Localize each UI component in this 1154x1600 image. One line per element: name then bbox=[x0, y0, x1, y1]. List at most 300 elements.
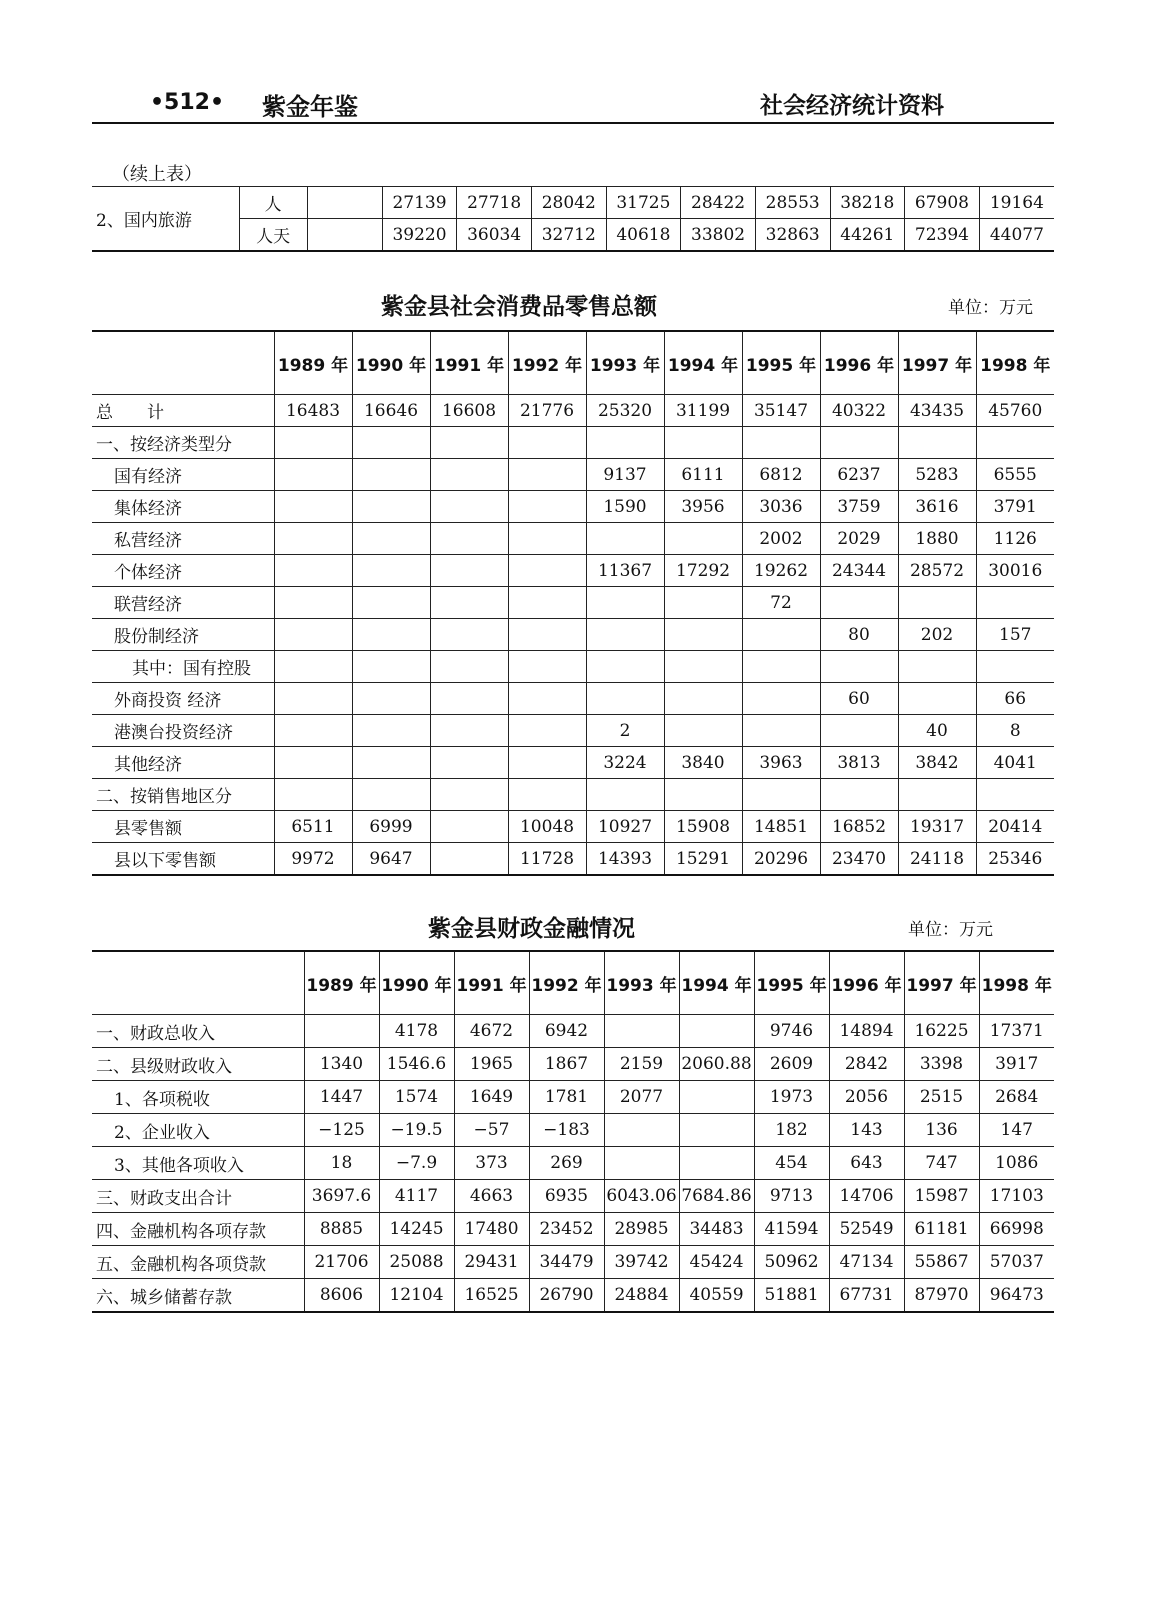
value-cell: 4672 bbox=[454, 1015, 529, 1048]
value-cell: 35147 bbox=[742, 395, 820, 427]
value-cell bbox=[352, 459, 430, 491]
value-cell: 39220 bbox=[382, 219, 457, 252]
value-cell: 1781 bbox=[529, 1081, 604, 1114]
value-cell bbox=[274, 779, 352, 811]
value-cell: 3616 bbox=[898, 491, 976, 523]
table-row bbox=[92, 811, 1054, 843]
value-cell: 51881 bbox=[754, 1279, 829, 1313]
value-cell: 14245 bbox=[379, 1213, 454, 1246]
year-header: 1990 年 bbox=[352, 331, 430, 395]
value-cell bbox=[664, 779, 742, 811]
row-label: 2、国内旅游 bbox=[92, 187, 239, 252]
value-cell bbox=[430, 491, 508, 523]
value-cell bbox=[820, 587, 898, 619]
value-cell: 17292 bbox=[664, 555, 742, 587]
empty-cell bbox=[307, 219, 382, 252]
value-cell bbox=[430, 555, 508, 587]
value-cell: 136 bbox=[904, 1114, 979, 1147]
value-cell: 6555 bbox=[976, 459, 1054, 491]
row-label: 二、县级财政收入 bbox=[92, 1048, 304, 1081]
continued-note: （续上表） bbox=[112, 164, 202, 185]
value-cell bbox=[976, 779, 1054, 811]
value-cell bbox=[508, 427, 586, 459]
value-cell: 17480 bbox=[454, 1213, 529, 1246]
value-cell bbox=[976, 587, 1054, 619]
table-row bbox=[92, 651, 1054, 683]
value-cell: 34479 bbox=[529, 1246, 604, 1279]
value-cell: 5283 bbox=[898, 459, 976, 491]
row-label: 县零售额 bbox=[92, 811, 274, 843]
value-cell bbox=[430, 523, 508, 555]
value-cell: 41594 bbox=[754, 1213, 829, 1246]
row-label: 总 计 bbox=[92, 395, 274, 427]
row-label: 其他经济 bbox=[92, 747, 274, 779]
value-cell bbox=[664, 427, 742, 459]
value-cell: 3791 bbox=[976, 491, 1054, 523]
value-cell: −183 bbox=[529, 1114, 604, 1147]
value-cell: 57037 bbox=[979, 1246, 1054, 1279]
value-cell: 3036 bbox=[742, 491, 820, 523]
row-label: 一、财政总收入 bbox=[92, 1015, 304, 1048]
value-cell bbox=[508, 555, 586, 587]
value-cell bbox=[586, 523, 664, 555]
value-cell: 16608 bbox=[430, 395, 508, 427]
value-cell: 31725 bbox=[606, 187, 681, 219]
value-cell bbox=[352, 427, 430, 459]
value-cell bbox=[430, 587, 508, 619]
value-cell: 182 bbox=[754, 1114, 829, 1147]
value-cell bbox=[430, 715, 508, 747]
value-cell bbox=[430, 683, 508, 715]
value-cell: 15291 bbox=[664, 843, 742, 876]
year-header: 1993 年 bbox=[604, 951, 679, 1015]
empty-cell bbox=[307, 187, 382, 219]
value-cell: 66998 bbox=[979, 1213, 1054, 1246]
year-header: 1998 年 bbox=[976, 331, 1054, 395]
retail-table-body bbox=[92, 395, 1054, 876]
value-cell bbox=[508, 619, 586, 651]
row-label: 四、金融机构各项存款 bbox=[92, 1213, 304, 1246]
value-cell: 1965 bbox=[454, 1048, 529, 1081]
value-cell: 44077 bbox=[979, 219, 1054, 252]
value-cell: 454 bbox=[754, 1147, 829, 1180]
value-cell: 50962 bbox=[754, 1246, 829, 1279]
value-cell: 8606 bbox=[304, 1279, 379, 1313]
table-row bbox=[92, 491, 1054, 523]
value-cell: 1649 bbox=[454, 1081, 529, 1114]
value-cell: 28572 bbox=[898, 555, 976, 587]
value-cell: 16852 bbox=[820, 811, 898, 843]
row-label: 1、各项税收 bbox=[92, 1081, 304, 1114]
value-cell: 12104 bbox=[379, 1279, 454, 1313]
value-cell: 2077 bbox=[604, 1081, 679, 1114]
value-cell: 2060.88 bbox=[679, 1048, 754, 1081]
value-cell: 14851 bbox=[742, 811, 820, 843]
value-cell: 6043.06 bbox=[604, 1180, 679, 1213]
year-header: 1998 年 bbox=[979, 951, 1054, 1015]
value-cell: 10927 bbox=[586, 811, 664, 843]
value-cell: 17371 bbox=[979, 1015, 1054, 1048]
value-cell bbox=[679, 1114, 754, 1147]
value-cell bbox=[820, 715, 898, 747]
row-label: 县以下零售额 bbox=[92, 843, 274, 876]
value-cell bbox=[430, 459, 508, 491]
header-blank bbox=[92, 951, 304, 1015]
value-cell: 72 bbox=[742, 587, 820, 619]
value-cell: 2515 bbox=[904, 1081, 979, 1114]
value-cell: 67908 bbox=[905, 187, 980, 219]
value-cell: 2842 bbox=[829, 1048, 904, 1081]
year-header: 1994 年 bbox=[664, 331, 742, 395]
row-label: 其中：国有控股 bbox=[92, 651, 274, 683]
value-cell: −19.5 bbox=[379, 1114, 454, 1147]
value-cell: 4041 bbox=[976, 747, 1054, 779]
value-cell: 10048 bbox=[508, 811, 586, 843]
value-cell bbox=[586, 619, 664, 651]
table-row bbox=[92, 459, 1054, 491]
value-cell: −57 bbox=[454, 1114, 529, 1147]
value-cell: 29431 bbox=[454, 1246, 529, 1279]
value-cell: 1447 bbox=[304, 1081, 379, 1114]
value-cell: 23452 bbox=[529, 1213, 604, 1246]
value-cell bbox=[274, 651, 352, 683]
value-cell: 60 bbox=[820, 683, 898, 715]
value-cell: 19317 bbox=[898, 811, 976, 843]
continued-table-body bbox=[92, 187, 1054, 252]
value-cell: 18 bbox=[304, 1147, 379, 1180]
value-cell bbox=[742, 619, 820, 651]
value-cell: 11367 bbox=[586, 555, 664, 587]
value-cell bbox=[508, 491, 586, 523]
value-cell bbox=[742, 683, 820, 715]
value-cell: 1880 bbox=[898, 523, 976, 555]
row-label: 集体经济 bbox=[92, 491, 274, 523]
value-cell bbox=[508, 715, 586, 747]
table-row bbox=[92, 1147, 1054, 1180]
value-cell bbox=[664, 683, 742, 715]
value-cell bbox=[664, 619, 742, 651]
value-cell: 2684 bbox=[979, 1081, 1054, 1114]
row-label: 联营经济 bbox=[92, 587, 274, 619]
value-cell: 16225 bbox=[904, 1015, 979, 1048]
value-cell bbox=[976, 427, 1054, 459]
page-header bbox=[92, 84, 1054, 124]
value-cell bbox=[742, 715, 820, 747]
table-row bbox=[92, 715, 1054, 747]
year-header: 1991 年 bbox=[454, 951, 529, 1015]
value-cell bbox=[664, 715, 742, 747]
value-cell: 6935 bbox=[529, 1180, 604, 1213]
value-cell: 30016 bbox=[976, 555, 1054, 587]
value-cell bbox=[352, 587, 430, 619]
value-cell bbox=[508, 747, 586, 779]
value-cell: −125 bbox=[304, 1114, 379, 1147]
table-row bbox=[92, 1279, 1054, 1313]
value-cell: 16525 bbox=[454, 1279, 529, 1313]
value-cell bbox=[976, 651, 1054, 683]
value-cell: 38218 bbox=[830, 187, 905, 219]
row-label: 五、金融机构各项贷款 bbox=[92, 1246, 304, 1279]
value-cell bbox=[430, 779, 508, 811]
value-cell: 9746 bbox=[754, 1015, 829, 1048]
value-cell: 87970 bbox=[904, 1279, 979, 1313]
value-cell: 11728 bbox=[508, 843, 586, 876]
value-cell: 3840 bbox=[664, 747, 742, 779]
value-cell bbox=[274, 555, 352, 587]
value-cell: 52549 bbox=[829, 1213, 904, 1246]
value-cell: 24118 bbox=[898, 843, 976, 876]
value-cell: 2 bbox=[586, 715, 664, 747]
value-cell bbox=[430, 747, 508, 779]
value-cell bbox=[898, 651, 976, 683]
value-cell: 24344 bbox=[820, 555, 898, 587]
retail-table-title: 紫金县社会消费品零售总额 bbox=[381, 294, 657, 320]
value-cell: 40 bbox=[898, 715, 976, 747]
value-cell: 269 bbox=[529, 1147, 604, 1180]
table-row bbox=[92, 619, 1054, 651]
value-cell bbox=[820, 651, 898, 683]
value-cell bbox=[742, 779, 820, 811]
value-cell: 45760 bbox=[976, 395, 1054, 427]
value-cell: 1973 bbox=[754, 1081, 829, 1114]
table-row bbox=[92, 427, 1054, 459]
retail-table-header-row bbox=[92, 331, 1054, 395]
row-label: 六、城乡储蓄存款 bbox=[92, 1279, 304, 1313]
value-cell: 6237 bbox=[820, 459, 898, 491]
value-cell bbox=[664, 587, 742, 619]
table-row bbox=[92, 1048, 1054, 1081]
value-cell: 72394 bbox=[905, 219, 980, 252]
retail-table bbox=[92, 330, 1054, 876]
value-cell bbox=[352, 683, 430, 715]
row-label: 私营经济 bbox=[92, 523, 274, 555]
value-cell: 2029 bbox=[820, 523, 898, 555]
table-row bbox=[92, 587, 1054, 619]
value-cell: 8885 bbox=[304, 1213, 379, 1246]
value-cell: 27718 bbox=[457, 187, 532, 219]
continued-table bbox=[92, 186, 1054, 252]
value-cell bbox=[352, 747, 430, 779]
value-cell: 373 bbox=[454, 1147, 529, 1180]
value-cell: 3842 bbox=[898, 747, 976, 779]
value-cell bbox=[586, 587, 664, 619]
year-header: 1995 年 bbox=[742, 331, 820, 395]
value-cell bbox=[352, 651, 430, 683]
value-cell: 16646 bbox=[352, 395, 430, 427]
value-cell bbox=[274, 715, 352, 747]
value-cell bbox=[898, 779, 976, 811]
value-cell bbox=[352, 491, 430, 523]
value-cell bbox=[508, 651, 586, 683]
value-cell: 66 bbox=[976, 683, 1054, 715]
table-row bbox=[92, 1246, 1054, 1279]
value-cell: 96473 bbox=[979, 1279, 1054, 1313]
table-row bbox=[92, 1015, 1054, 1048]
value-cell bbox=[274, 491, 352, 523]
table-row bbox=[92, 1213, 1054, 1246]
value-cell: 67731 bbox=[829, 1279, 904, 1313]
value-cell bbox=[508, 587, 586, 619]
table-row bbox=[92, 395, 1054, 427]
row-label: 一、按经济类型分 bbox=[92, 427, 274, 459]
value-cell: 2159 bbox=[604, 1048, 679, 1081]
value-cell bbox=[586, 427, 664, 459]
year-header: 1990 年 bbox=[379, 951, 454, 1015]
value-cell: 43435 bbox=[898, 395, 976, 427]
value-cell: 25346 bbox=[976, 843, 1054, 876]
value-cell: 45424 bbox=[679, 1246, 754, 1279]
value-cell bbox=[274, 459, 352, 491]
value-cell: 27139 bbox=[382, 187, 457, 219]
value-cell bbox=[352, 523, 430, 555]
value-cell: 14393 bbox=[586, 843, 664, 876]
year-header: 1989 年 bbox=[274, 331, 352, 395]
value-cell bbox=[679, 1015, 754, 1048]
value-cell: 24884 bbox=[604, 1279, 679, 1313]
finance-table-title: 紫金县财政金融情况 bbox=[428, 916, 635, 942]
value-cell: 19262 bbox=[742, 555, 820, 587]
year-header: 1997 年 bbox=[904, 951, 979, 1015]
value-cell: 1126 bbox=[976, 523, 1054, 555]
value-cell: 25320 bbox=[586, 395, 664, 427]
value-cell: 36034 bbox=[457, 219, 532, 252]
year-header: 1991 年 bbox=[430, 331, 508, 395]
value-cell: 3813 bbox=[820, 747, 898, 779]
value-cell: 4178 bbox=[379, 1015, 454, 1048]
book-title: 紫金年鉴 bbox=[262, 93, 358, 121]
row-label: 三、财政支出合计 bbox=[92, 1180, 304, 1213]
value-cell bbox=[274, 587, 352, 619]
value-cell: 21706 bbox=[304, 1246, 379, 1279]
value-cell: 3759 bbox=[820, 491, 898, 523]
value-cell: 2002 bbox=[742, 523, 820, 555]
value-cell: 20414 bbox=[976, 811, 1054, 843]
value-cell: 28422 bbox=[681, 187, 756, 219]
value-cell: 643 bbox=[829, 1147, 904, 1180]
value-cell bbox=[586, 651, 664, 683]
table-row bbox=[92, 747, 1054, 779]
row-label: 港澳台投资经济 bbox=[92, 715, 274, 747]
value-cell: 15987 bbox=[904, 1180, 979, 1213]
value-cell: 157 bbox=[976, 619, 1054, 651]
value-cell bbox=[820, 779, 898, 811]
value-cell: 40559 bbox=[679, 1279, 754, 1313]
year-header: 1993 年 bbox=[586, 331, 664, 395]
value-cell bbox=[274, 523, 352, 555]
value-cell: 4117 bbox=[379, 1180, 454, 1213]
value-cell: 31199 bbox=[664, 395, 742, 427]
row-label: 二、按销售地区分 bbox=[92, 779, 274, 811]
value-cell: 1590 bbox=[586, 491, 664, 523]
value-cell bbox=[898, 427, 976, 459]
finance-table-body bbox=[92, 1015, 1054, 1313]
value-cell: 3697.6 bbox=[304, 1180, 379, 1213]
value-cell: 1086 bbox=[979, 1147, 1054, 1180]
value-cell: 28042 bbox=[531, 187, 606, 219]
unit-cell: 人天 bbox=[239, 219, 307, 252]
table-row bbox=[92, 1180, 1054, 1213]
finance-table bbox=[92, 950, 1054, 1313]
value-cell bbox=[274, 747, 352, 779]
value-cell: 39742 bbox=[604, 1246, 679, 1279]
table-row bbox=[92, 187, 1054, 219]
value-cell: 3963 bbox=[742, 747, 820, 779]
finance-table-unit: 单位：万元 bbox=[908, 920, 993, 940]
value-cell: 9137 bbox=[586, 459, 664, 491]
year-header: 1992 年 bbox=[508, 331, 586, 395]
value-cell bbox=[430, 811, 508, 843]
value-cell: 32863 bbox=[755, 219, 830, 252]
value-cell: 1574 bbox=[379, 1081, 454, 1114]
value-cell bbox=[820, 427, 898, 459]
value-cell: −7.9 bbox=[379, 1147, 454, 1180]
value-cell bbox=[274, 619, 352, 651]
value-cell: 1340 bbox=[304, 1048, 379, 1081]
value-cell: 80 bbox=[820, 619, 898, 651]
value-cell bbox=[352, 715, 430, 747]
value-cell: 3956 bbox=[664, 491, 742, 523]
value-cell: 14706 bbox=[829, 1180, 904, 1213]
unit-cell: 人 bbox=[239, 187, 307, 219]
value-cell: 15908 bbox=[664, 811, 742, 843]
value-cell: 147 bbox=[979, 1114, 1054, 1147]
row-label: 个体经济 bbox=[92, 555, 274, 587]
value-cell: 9713 bbox=[754, 1180, 829, 1213]
value-cell: 6942 bbox=[529, 1015, 604, 1048]
table-row bbox=[92, 683, 1054, 715]
row-label: 外商投资 经济 bbox=[92, 683, 274, 715]
value-cell bbox=[604, 1147, 679, 1180]
value-cell: 17103 bbox=[979, 1180, 1054, 1213]
value-cell: 28985 bbox=[604, 1213, 679, 1246]
value-cell bbox=[742, 427, 820, 459]
year-header: 1989 年 bbox=[304, 951, 379, 1015]
value-cell: 7684.86 bbox=[679, 1180, 754, 1213]
row-label: 3、其他各项收入 bbox=[92, 1147, 304, 1180]
year-header: 1997 年 bbox=[898, 331, 976, 395]
value-cell: 44261 bbox=[830, 219, 905, 252]
value-cell: 143 bbox=[829, 1114, 904, 1147]
table-row bbox=[92, 555, 1054, 587]
table-row bbox=[92, 1081, 1054, 1114]
row-label: 2、企业收入 bbox=[92, 1114, 304, 1147]
value-cell bbox=[430, 427, 508, 459]
value-cell bbox=[604, 1015, 679, 1048]
value-cell: 25088 bbox=[379, 1246, 454, 1279]
value-cell: 2609 bbox=[754, 1048, 829, 1081]
value-cell bbox=[508, 683, 586, 715]
value-cell bbox=[352, 555, 430, 587]
value-cell bbox=[742, 651, 820, 683]
value-cell: 23470 bbox=[820, 843, 898, 876]
value-cell bbox=[898, 587, 976, 619]
value-cell bbox=[898, 683, 976, 715]
value-cell: 202 bbox=[898, 619, 976, 651]
value-cell: 3224 bbox=[586, 747, 664, 779]
value-cell bbox=[604, 1114, 679, 1147]
value-cell bbox=[679, 1147, 754, 1180]
page-number: •512• bbox=[150, 90, 225, 115]
value-cell: 61181 bbox=[904, 1213, 979, 1246]
value-cell bbox=[508, 779, 586, 811]
value-cell: 47134 bbox=[829, 1246, 904, 1279]
value-cell: 3398 bbox=[904, 1048, 979, 1081]
value-cell: 9647 bbox=[352, 843, 430, 876]
row-label: 国有经济 bbox=[92, 459, 274, 491]
value-cell: 1867 bbox=[529, 1048, 604, 1081]
value-cell: 20296 bbox=[742, 843, 820, 876]
value-cell bbox=[274, 427, 352, 459]
